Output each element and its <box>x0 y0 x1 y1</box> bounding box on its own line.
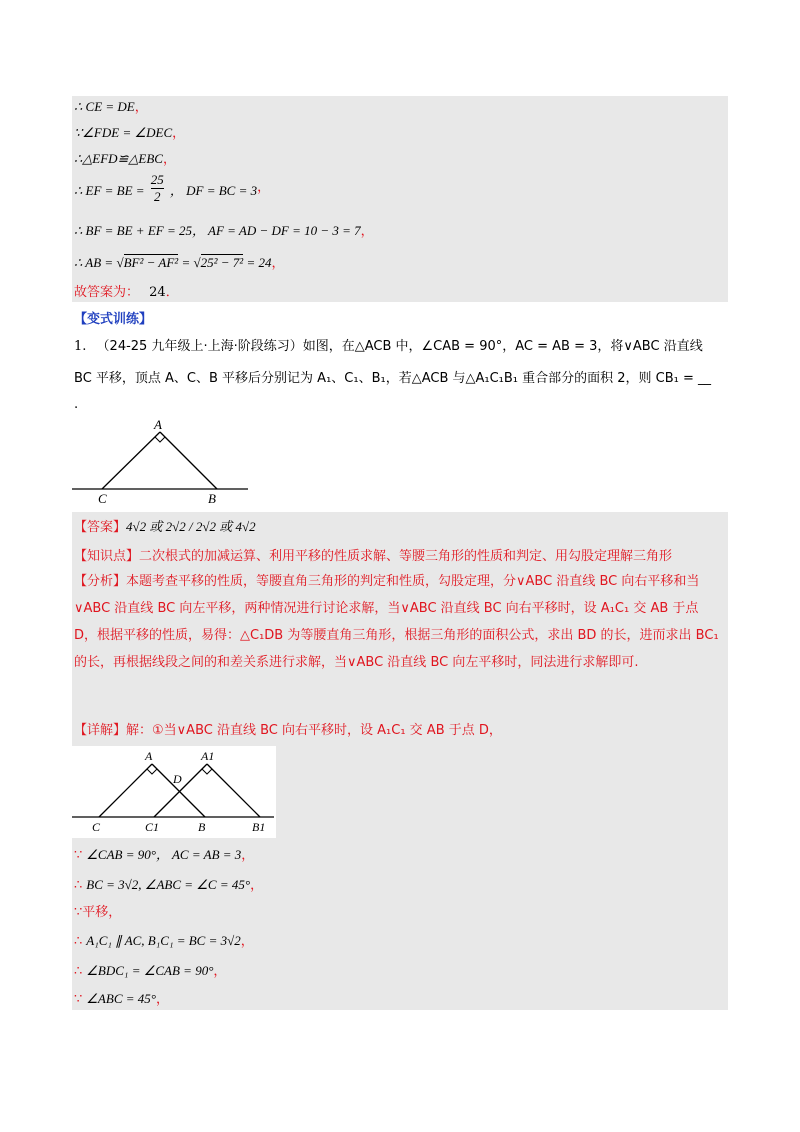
label-c: C <box>98 491 107 506</box>
label-b: B <box>208 491 216 506</box>
detail-row: 【详解】解：①当∨ABC 沿直线 BC 向右平移时，设 A₁C₁ 交 AB 于点 D， <box>74 723 502 738</box>
step-row: ∴ A₁C₁ ∥ AC, B₁C₁ = BC = 3√2， <box>74 933 254 949</box>
final-answer: 故答案为： 24． <box>74 285 179 300</box>
problem-line-1: 1. （24-25 九年级上·上海·阶段练习）如图，在△ACB 中，∠CAB = 90°，AC = AB = 3，将∨ABC 沿直线 <box>74 339 703 354</box>
step-row: ∵平移， <box>74 905 122 920</box>
step-row: ∴ BC = 3√2, ∠ABC = ∠C = 45°， <box>74 877 264 893</box>
step-bf: ∴ BF = BE + EF = 25， AF = AD − DF = 10 − 3 = 7， <box>74 223 374 239</box>
label-c: C <box>92 820 101 834</box>
step-row: ∵ ∠ABC = 45°， <box>74 991 169 1007</box>
step-ef-be: ∴ EF = BE = $\frac{25}{2}$ ， DF = BC = 3， <box>74 172 271 204</box>
label-b1: B1 <box>252 820 266 834</box>
figure-triangle-acb <box>72 418 252 508</box>
side-ca <box>99 764 152 817</box>
knowledge-row: 【知识点】二次根式的加减运算、利用平移的性质求解、等腰三角形的性质和判定、用勾股定理解三角形 <box>74 549 673 564</box>
fraction: $\frac{25}{2}$ <box>150 172 164 204</box>
right-angle-mark <box>155 437 165 442</box>
figure-translated-triangles <box>72 746 276 838</box>
label-d: D <box>173 772 182 786</box>
right-angle-mark-a <box>147 769 157 774</box>
label-b: B <box>198 820 206 834</box>
step-row: ∵ ∠CAB = 90°， AC = AB = 3， <box>74 847 255 863</box>
label-c1: C1 <box>145 820 160 834</box>
analysis-paragraph: 【分析】本题考查平移的性质，等腰直角三角形的判定和性质，勾股定理，分∨ABC 沿直线 BC 向右平移和当∨ABC 沿直线 BC 向左平移，两种情况进行讨论求解，当∨ABC 沿直线 BC 向右平移时，设 A₁C₁ 交 AB 于点 D，根据平移的性质，易得：△C₁DB 为等腰直角三角形，根据三角形的面积公式，求出 BD 的长，进而求出 BC₁ 的长，再根据线段之间的和差关系进行求解，当∨ABC 沿直线 BC 向左平移时，同法进行求解即可. <box>74 574 719 670</box>
step-ce-de: ∴ CE = DE， <box>74 99 148 115</box>
step-angle-fde: ∵∠FDE = ∠DEC， <box>74 125 186 141</box>
right-angle-mark-a1 <box>202 769 212 774</box>
section-heading: 【变式训练】 <box>74 312 153 327</box>
label-a1: A1 <box>201 749 215 763</box>
step-row: ∴ ∠BDC₁ = ∠CAB = 90°， <box>74 963 227 979</box>
label-a: A <box>154 418 162 432</box>
problem-line-3: . <box>74 397 79 412</box>
step-ab: ∴ AB = √BF² − AF² = √25² − 7² = 24， <box>74 255 285 271</box>
label-a: A <box>145 749 153 763</box>
problem-line-2: BC 平移，顶点 A、C、B 平移后分别记为 A₁、C₁、B₁，若△ACB 与△A₁C₁B₁ 重合部分的面积 2，则 CB₁ = __ <box>74 371 712 386</box>
side-ab <box>160 432 217 489</box>
side-ca <box>102 432 160 489</box>
answer-row: 【答案】4√2 或 2√2 / 2√2 或 4√2 <box>74 519 256 535</box>
step-congruent: ∴△EFD≌△EBC， <box>74 151 176 167</box>
side-a1b1 <box>207 764 260 817</box>
